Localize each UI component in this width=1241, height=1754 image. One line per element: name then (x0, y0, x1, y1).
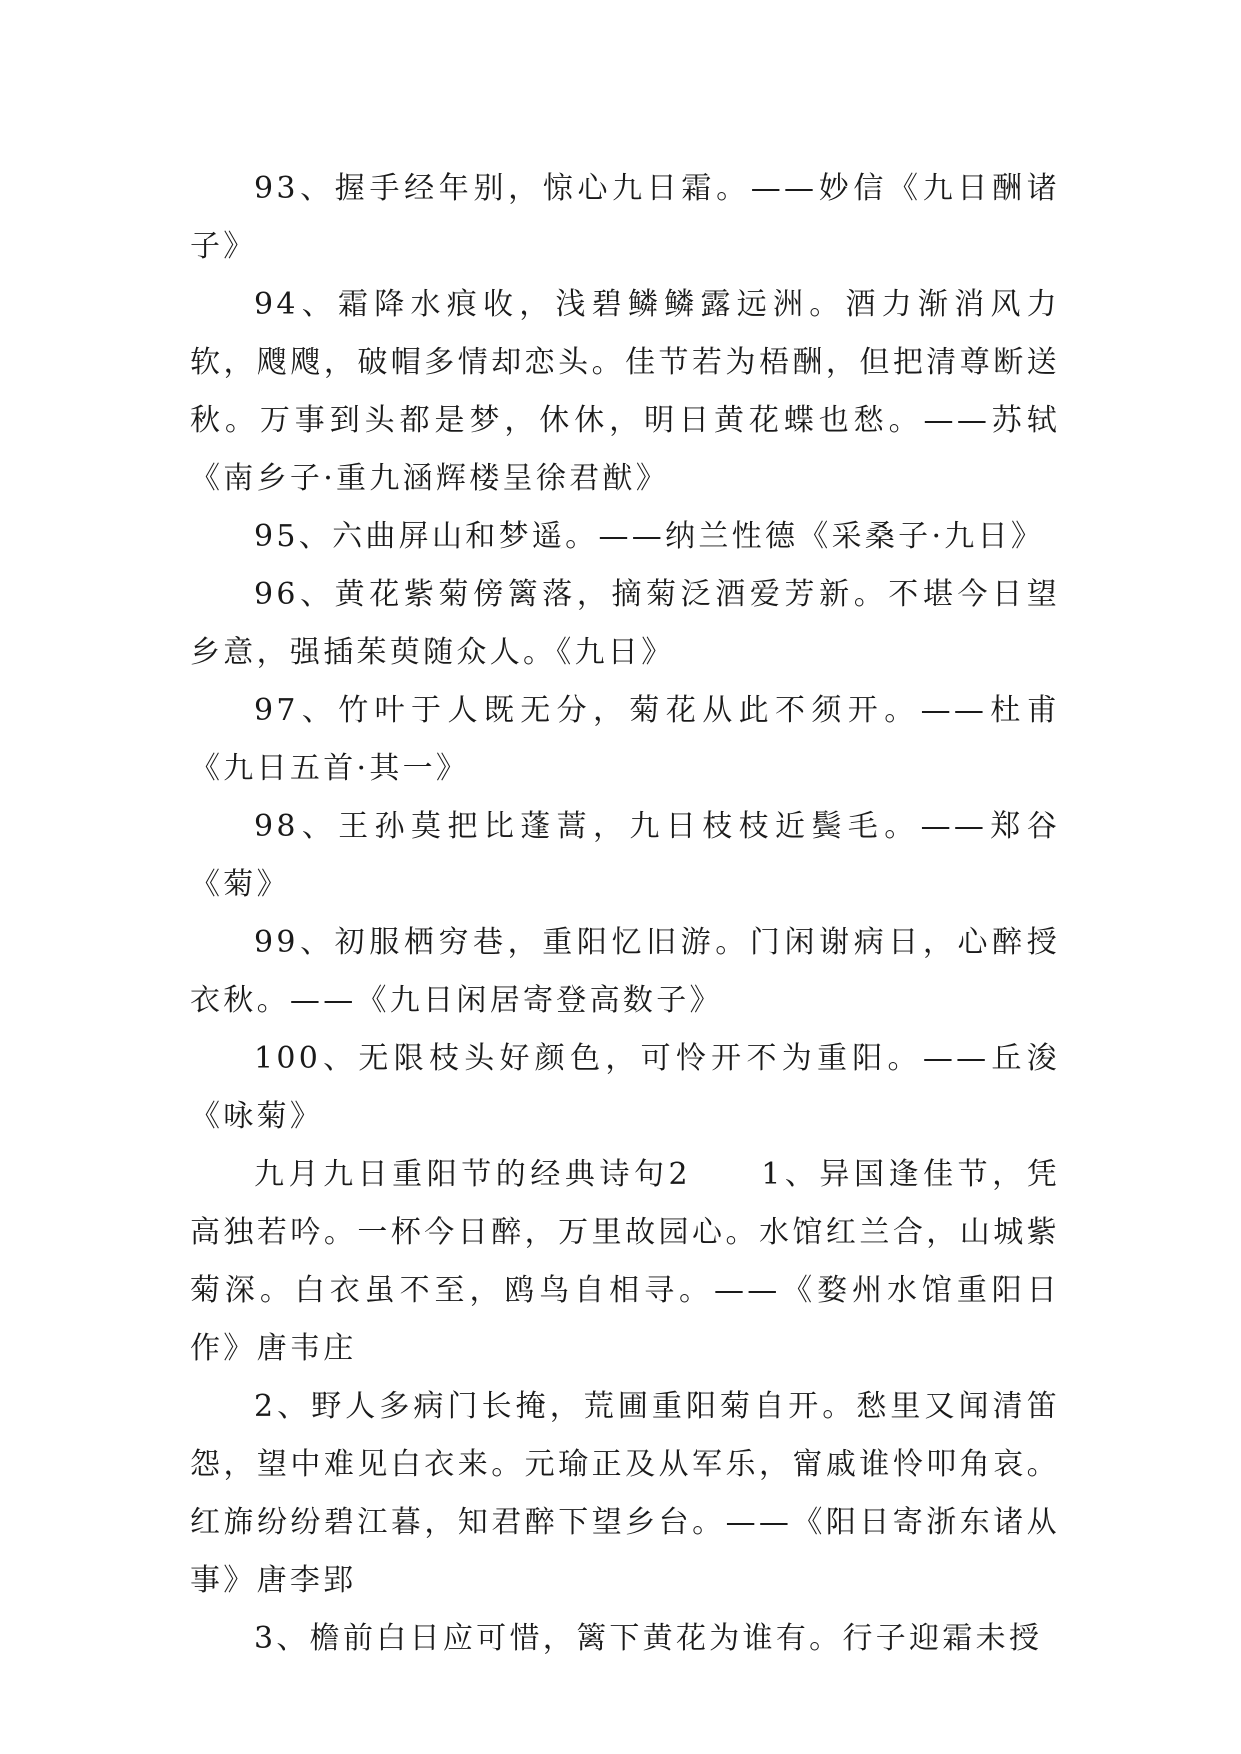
paragraph-poem-96: 96、黄花紫菊傍篱落，摘菊泛酒爱芳新。不堪今日望乡意，强插茱萸随众人。《九日》 (190, 577, 1060, 670)
paragraph-section-2-poem-2: 2、野人多病门长掩，荒圃重阳菊自开。愁里又闻清笛怨，望中难见白衣来。元瑜正及从军乐，甯戚谁怜叩角哀。红旆纷纷碧江暮，知君醉下望乡台。——《阳日寄浙东诸从事》唐李郢 (190, 1389, 1060, 1598)
paragraph-poem-94: 94、霜降水痕收，浅碧鳞鳞露远洲。酒力渐消风力软，飕飕，破帽多情却恋头。佳节若为梧酬，但把清尊断送秋。万事到头都是梦，休休，明日黄花蝶也愁。——苏轼《南乡子·重九涵辉楼呈徐君猷》 (190, 287, 1060, 496)
paragraph-poem-100: 100、无限枝头好颜色，可怜开不为重阳。——丘浚《咏菊》 (190, 1041, 1060, 1134)
document-body (190, 160, 1060, 1668)
paragraph-poem-97: 97、竹叶于人既无分，菊花从此不须开。——杜甫《九日五首·其一》 (190, 693, 1060, 786)
paragraph-poem-99: 99、初服栖穷巷，重阳忆旧游。门闲谢病日，心醉授衣秋。——《九日闲居寄登高数子》 (190, 925, 1060, 1018)
paragraph-poem-98: 98、王孙莫把比蓬蒿，九日枝枝近鬓毛。——郑谷《菊》 (190, 809, 1060, 902)
paragraph-poem-93: 93、握手经年别，惊心九日霜。——妙信《九日酬诸子》 (190, 171, 1060, 264)
paragraph-section-2-poem-1: 九月九日重阳节的经典诗句2 1、异国逢佳节，凭高独若吟。一杯今日醉，万里故园心。水馆红兰合，山城紫菊深。白衣虽不至，鸥鸟自相寻。——《婺州水馆重阳日作》唐韦庄 (190, 1157, 1060, 1366)
paragraph-poem-95: 95、六曲屏山和梦遥。——纳兰性德《采桑子·九日》 (254, 519, 1045, 554)
paragraph-section-2-poem-3: 3、檐前白日应可惜，篱下黄花为谁有。行子迎霜未授 (254, 1621, 1043, 1656)
